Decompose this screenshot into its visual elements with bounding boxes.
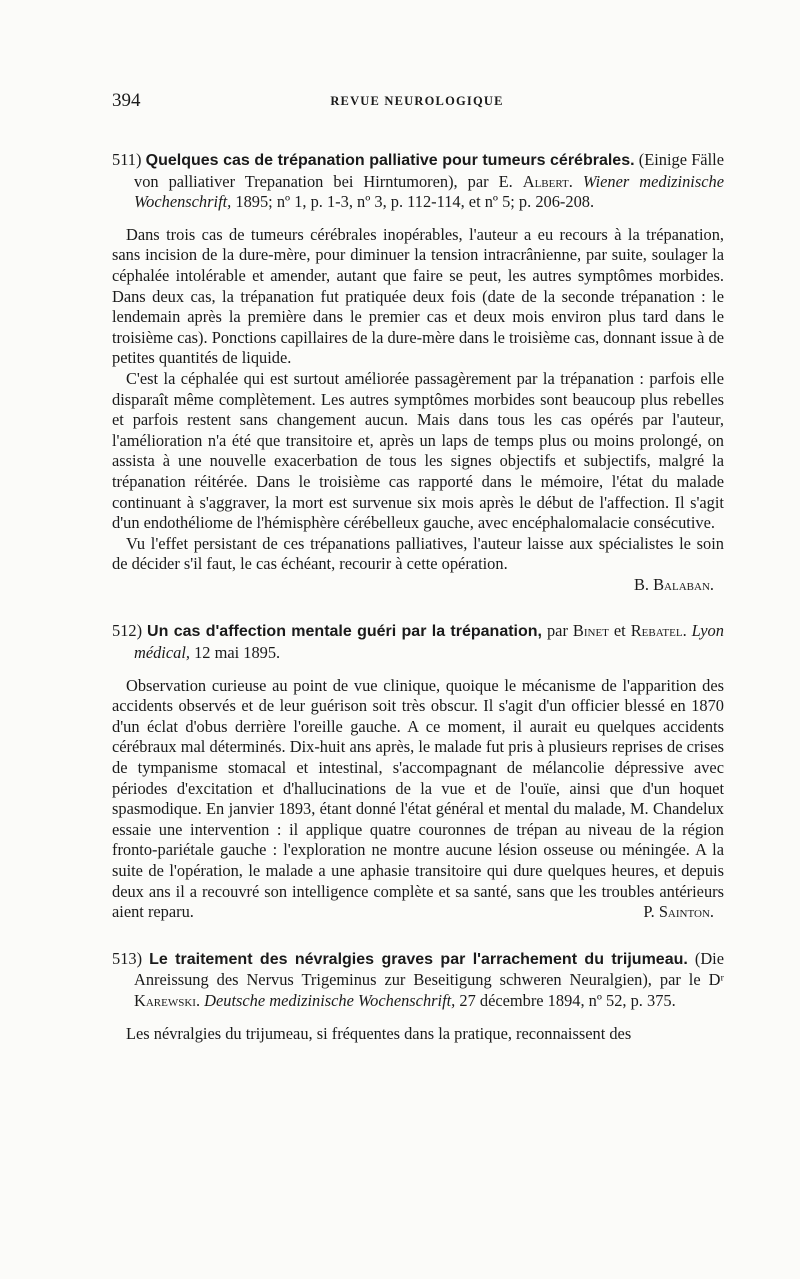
- article-body: [112, 150, 724, 1044]
- paragraph: Dans trois cas de tumeurs cérébrales inopérables, l'auteur a eu recours à la trépanation, sans incision de la dure-mère, pour diminuer la tension intracrânienne, par suite, soulager la céphalée intolérable et amender, autant que faire se peut, les autres symptômes morbides. Dans deux cas, la trépanation fut pratiquée deux fois (date de la seconde trépanation : le lendemain après la première dans le premier cas et deux mois environ plus tard dans le troisième cas). Ponctions capillaires de la dure-mère dans le troisième cas, donnant issue à de petites quantités de liquide.: [112, 224, 724, 368]
- paragraph: Les névralgies du trijumeau, si fréquentes dans la pratique, reconnaissent des: [126, 1023, 632, 1043]
- author-name: Rebatel.: [630, 621, 687, 641]
- entry-title: Quelques cas de trépanation palliative pour tumeurs cérébrales.: [145, 152, 635, 169]
- citation-details: 1895; nº 1, p. 1-3, nº 3, p. 112-114, et nº 5; p. 206-208.: [235, 192, 595, 212]
- entry-heading: [112, 949, 724, 1012]
- paragraph-text: Observation curieuse au point de vue clinique, quoique le mécanisme de l'apparition des accidents observés et de leur guérison soit très obscur. Il s'agit d'un officier blessé en 1870 d'un éclat d'obus derrière l'oreille gauche. A ce moment, il aurait eu quelques accidents cérébraux mal déterminés. Dix-huit ans après, le malade fut pris à plusieurs reprises de crises de tympanisme stomacal et intestinal, s'accompagnant de mélancolie dépressive avec périodes d'excitation et d'hallucinations de la vue et de l'ouïe, ainsi que d'un hoquet spasmodique. En janvier 1893, étant donné l'état général et mental du malade, M. Chandelux essaie une intervention : il applique quatre couronnes de trépan au niveau de la région fronto-pariétale gauche : l'exploration ne montre aucune lésion osseuse ou méningée. A la suite de l'opération, le malade a une aphasie transitoire qui dure quelques heures, et depuis deux ans il a recouvré son intelligence complète et sa santé, sans que les troubles antérieurs aient reparu.: [112, 675, 724, 922]
- author-name: Karewski.: [134, 990, 201, 1010]
- citation-details: 12 mai 1895.: [194, 643, 281, 663]
- paragraph: [112, 676, 724, 923]
- citation-details: 27 décembre 1894, nº 52, p. 375.: [459, 990, 676, 1010]
- page-number: 394: [112, 90, 141, 111]
- entry-number: 512): [112, 621, 143, 641]
- paragraph: Vu l'effet persistant de ces trépanations palliatives, l'auteur laisse aux spécialistes le soin de décider s'il faut, le cas échéant, recourir à cette opération.: [112, 533, 724, 574]
- entry-heading: [112, 150, 724, 213]
- citation-text: et: [613, 621, 626, 641]
- citation-text: (Die Anreissung des Nervus Trigeminus zur Beseitigung schweren Neuralgien), par le Dʳ: [134, 948, 725, 990]
- abstract-entry-511: [112, 150, 724, 595]
- entry-title: Le traitement des névralgies graves par l'arrachement du trijumeau.: [149, 950, 688, 968]
- signature: B. Balaban.: [634, 574, 714, 594]
- abstract-entry-513: [112, 949, 724, 1044]
- entry-heading: [112, 621, 724, 663]
- abstract-entry-512: [112, 621, 724, 922]
- page-header: [112, 90, 722, 114]
- entry-number: 511): [112, 150, 142, 169]
- paragraph: C'est la céphalée qui est surtout améliorée passagèrement par la trépanation : parfois elle disparaît même complètement. Les autres symptômes morbides sont beaucoup plus rebelles et parfois restent sans changement aucun. Mais dans tous les cas opérés par l'auteur, l'amélioration n'a été que transitoire et, après un laps de temps plus ou moins prolongé, on assista à une nouvelle exacerbation de tous les signes objectifs et subjectifs, malgré la trépanation réitérée. Dans le troisième cas rapporté dans le mémoire, l'état du malade continuant à s'aggraver, la mort est survenue six mois après le début de l'affection. Il s'agit d'un endothéliome de l'hémisphère cérébelleux gauche, avec encéphalomalacie consécutive.: [112, 368, 724, 533]
- author-name: Binet: [572, 621, 609, 641]
- journal-name: Wiener medizinische Wochenschrift,: [134, 171, 724, 212]
- journal-name: Deutsche medizinische Wochenschrift,: [204, 990, 456, 1010]
- journal-name: Lyon médical,: [134, 621, 724, 663]
- citation-text: (Einige Fälle von palliativer Trepanation bei Hirntumoren), par E.: [134, 150, 724, 191]
- entry-number: 513): [112, 948, 143, 968]
- running-title: REVUE NEUROLOGIQUE: [330, 94, 504, 108]
- entry-title: Un cas d'affection mentale guéri par la trépanation,: [147, 623, 542, 641]
- signature: P. Sainton.: [643, 902, 714, 922]
- citation-text: par: [546, 621, 568, 641]
- author-name: Albert.: [522, 171, 573, 191]
